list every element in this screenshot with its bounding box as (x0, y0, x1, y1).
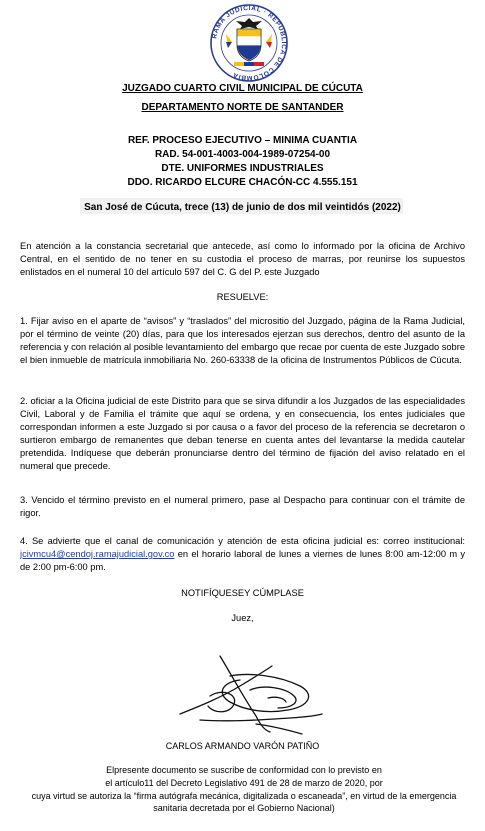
rama-judicial-seal (208, 2, 290, 84)
svg-text:RAMA JUDICIAL · REPÚBLICA DE C: RAMA JUDICIAL · REPÚBLICA DE COLOMBIA (211, 4, 288, 82)
judge-label: Juez, (231, 613, 254, 623)
footer-line-4: sanitaria decretada por el Gobierno Nacional) (153, 803, 335, 813)
resolution-item-3: 3. Vencido el término previsto en el numeral primero, pase al Despacho para continuar con el trámite de rigor. (20, 495, 465, 518)
resolve-heading: RESUELVE: (216, 292, 269, 302)
signer-name: CARLOS ARMANDO VARÓN PATIÑO (165, 741, 320, 751)
reference-type: REF. PROCESO EJECUTIVO – MINIMA CUANTIA (127, 135, 358, 146)
reference-defendant: DDO. RICARDO ELCURE CHACÓN-CC 4.555.151 (127, 177, 358, 188)
footer-line-1: Elpresente documento se suscribe de conformidad con lo previsto en (106, 765, 382, 775)
closing-formula: NOTIFÍQUESEY CÚMPLASE (181, 588, 304, 598)
resolution-item-2: 2. oficiar a la Oficina judicial de este Distrito para que se sirva difundir a los Juzgados de las especialidades Civil, Laboral y de Familia el trámite que aquí se ordena, y en consecuencia, los entes judiciales que correspondan informen a este Juzgado si por causa o a favor del proceso de la referencia se decretaron o surtieron embargo de remanentes que deban tenerse en cuenta antes del levantarse la medida cautelar pretendida. Indíquese que deberán pronunciarse dentro del término de fijación del aviso relatado en el numeral que precede. (20, 396, 465, 471)
item-4-text-start: 4. Se advierte que el canal de comunicación y atención de esta oficina judicial es: correo institucional: (20, 536, 465, 546)
resolution-item-4 (20, 535, 465, 574)
document-date: San José de Cúcuta, trece (13) de junio de dos mil veintidós (2022) (84, 202, 401, 213)
footer-line-2: el artículo11 del Decreto Legislativo 491 de 28 de marzo de 2020, por (105, 778, 383, 788)
reference-block (0, 134, 485, 190)
footer-line-3: cuya virtud se autoriza la “firma autógrafa mecánica, digitalizada o escaneada”, en virtud de la emergencia (31, 791, 457, 801)
department-name: DEPARTAMENTO NORTE DE SANTANDER (141, 102, 344, 113)
reference-rad: RAD. 54-001-4003-004-1989-07254-00 (154, 149, 331, 160)
reference-plaintiff: DTE. UNIFORMES INDUSTRIALES (161, 163, 324, 174)
resolution-item-1: 1. Fijar aviso en el aparte de “avisos” y “traslados” del micrositio del Juzgado, página de la Rama Judicial, por el término de veinte (20) días, para que los interesados ejerzan sus derechos, dentro del asunto de la referencia y con relación al posible levantamiento del embargo que recae por cuenta de este Juzgado sobre el bien inmueble de matrícula inmobiliaria No. 260-63338 de la oficina de Instrumentos Públicos de Cúcuta. (20, 316, 465, 365)
item-4-text-end: en el horario laboral de lunes a viernes de lunes 8:00 am-12:00 m y de 2:00 pm-6:00 pm. (20, 549, 465, 572)
intro-paragraph: En atención a la constancia secretarial que antecede, así como lo informado por la oficina de Archivo Central, en el sentido de no tener en su custodia el proceso de marras, por reunirse los supuestos enlistados en el numeral 10 del artículo 597 del C. G del P. este Juzgado (20, 241, 465, 277)
court-email-link[interactable]: jcivmcu4@cendoj.ramajudicial.gov.co (20, 549, 175, 559)
court-name: JUZGADO CUARTO CIVIL MUNICIPAL DE CÚCUTA (122, 83, 363, 94)
handwritten-signature (160, 636, 335, 741)
